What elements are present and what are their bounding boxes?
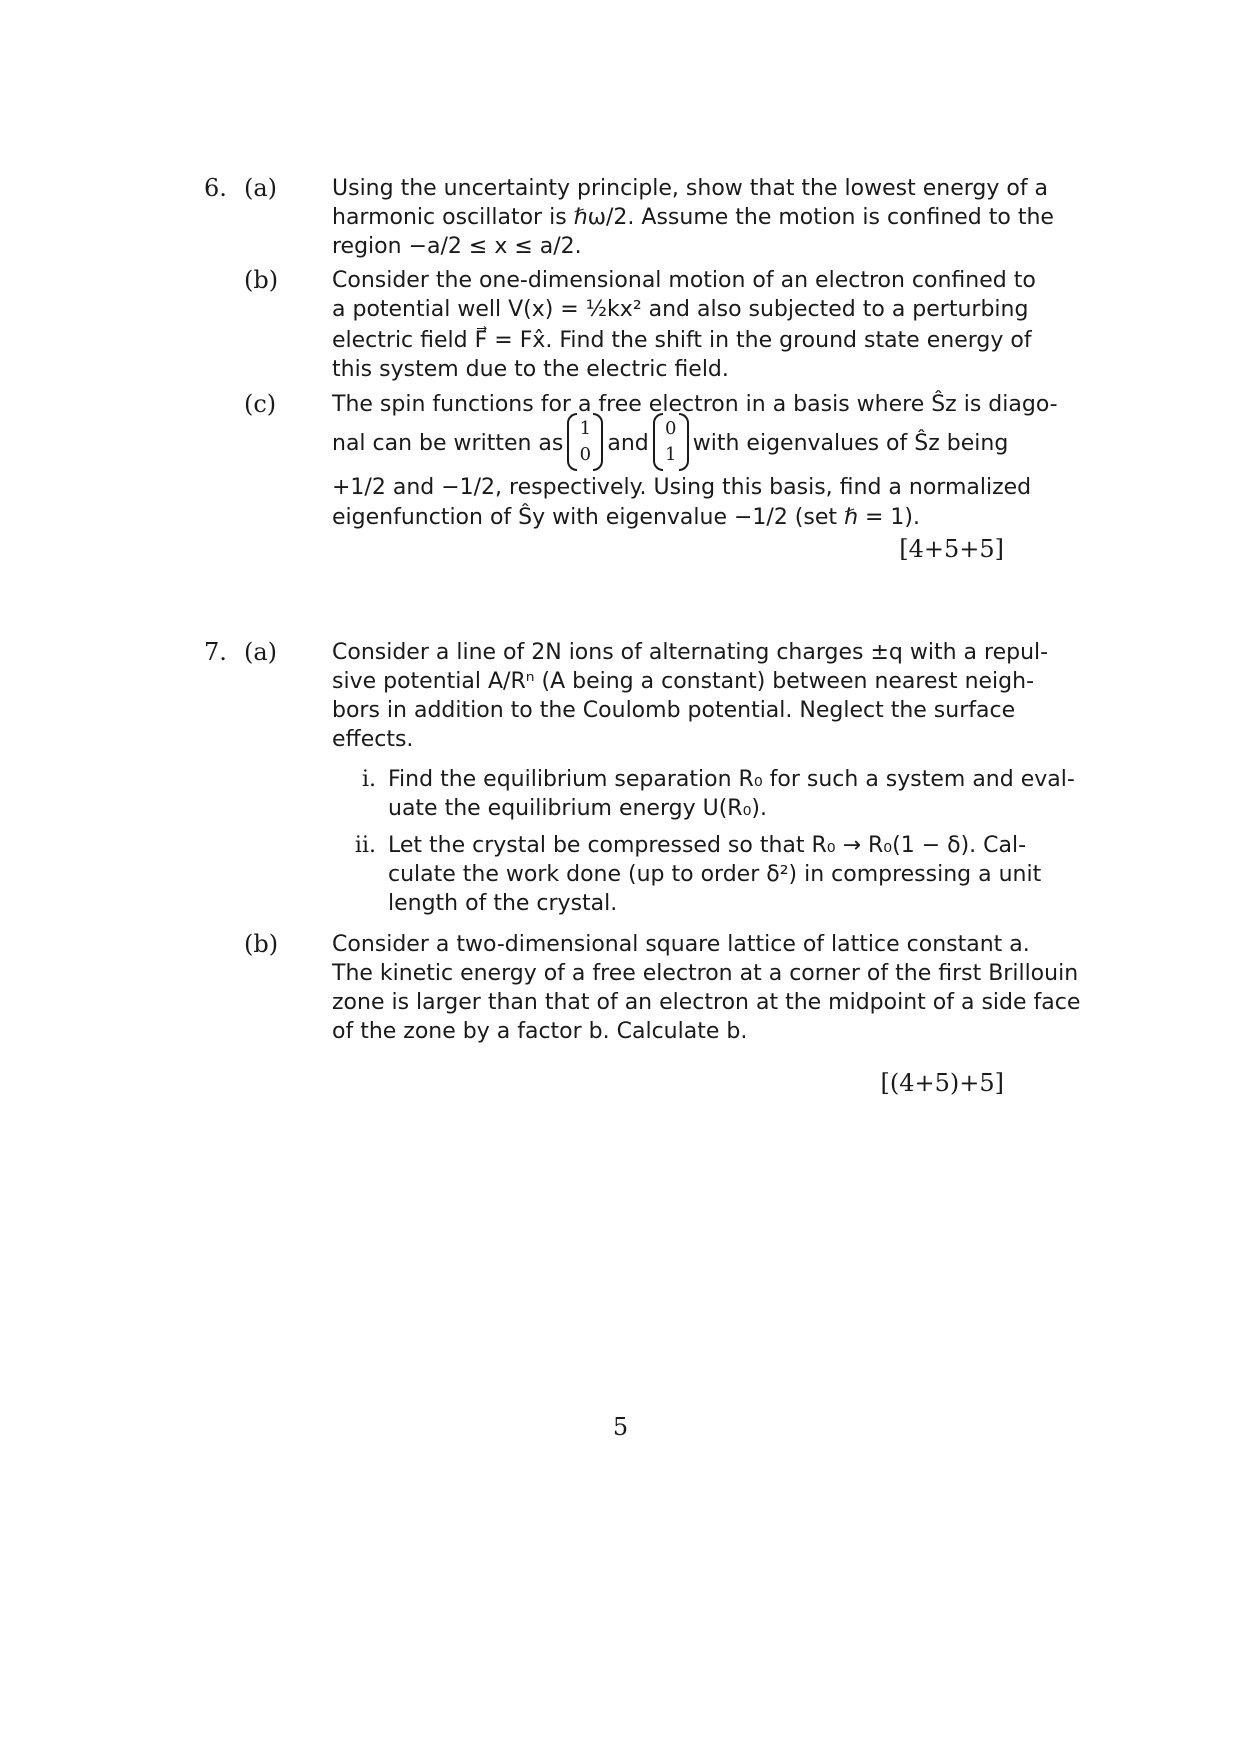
question-7a-i [332,764,1075,824]
part-label: (a) [244,638,278,666]
text-line-with-vectors [332,413,1008,473]
text-line: uate the equilibrium energy U(R₀). [388,796,767,821]
text-line: bors in addition to the Coulomb potential. Neglect the surface [332,698,1016,723]
text-line: +1/2 and −1/2, respectively. Using this basis, find a normalized [332,475,1032,500]
text-line: zone is larger than that of an electron at the midpoint of a side face [332,990,1081,1015]
text-fragment: with eigenvalues of Ŝz being [692,430,1009,456]
subpart-label: i. [361,767,376,792]
text-line: a potential well V(x) = ½kx² and also subjected to a perturbing [332,297,1029,322]
text-line: region −a/2 ≤ x ≤ a/2. [332,234,582,259]
text-line: harmonic oscillator is ℏω/2. Assume the motion is confined to the [332,205,1054,230]
text-line: culate the work done (up to order δ²) in compressing a unit [388,862,1042,887]
text-line: Using the uncertainty principle, show that the lowest energy of a [332,176,1049,201]
page-number: 5 [612,1413,629,1441]
spin-up-vector: 1 0 [567,413,603,473]
text-fragment: nal can be written as [332,430,564,456]
text-line: The spin functions for a free electron in a basis where Ŝz is diago- [332,392,1058,417]
marks-q6: [4+5+5] [899,535,1004,563]
spin-down-vector: 0 1 [653,413,689,473]
text-line: Consider the one-dimensional motion of an electron confined to [332,268,1036,293]
part-label: (b) [244,930,279,958]
question-6 [204,173,1058,573]
subpart-label: ii. [354,833,376,858]
question-7a [244,637,1075,916]
marks-q7: [(4+5)+5] [880,1069,1004,1097]
text-line: sive potential A/Rⁿ (A being a constant) between nearest neigh- [332,669,1035,694]
question-number: 6. [204,174,227,202]
text-line: this system due to the electric field. [332,357,729,382]
text-line: length of the crystal. [388,891,618,916]
part-label: (c) [244,390,277,418]
question-6a [244,173,1054,268]
question-7b [244,929,1081,1054]
question-6b [244,265,1036,390]
text-line: of the zone by a factor b. Calculate b. [332,1019,748,1044]
part-label: (b) [244,266,279,294]
text-line: eigenfunction of Ŝy with eigenvalue −1/2 (set ℏ = 1). [332,505,920,530]
question-number: 7. [204,638,227,666]
text-line: The kinetic energy of a free electron at a corner of the first Brillouin [332,961,1079,986]
text-line: Consider a line of 2N ions of alternating charges ±q with a repul- [332,640,1049,665]
text-fragment: and [607,430,649,456]
question-6c [244,389,1058,530]
text-line: Find the equilibrium separation R₀ for such a system and eval- [388,767,1075,792]
question-7 [204,637,1081,1097]
question-7a-ii [332,830,1044,920]
text-line: Let the crystal be compressed so that R₀ → R₀(1 − δ). Cal- [388,833,1027,858]
text-line: effects. [332,727,414,752]
part-label: (a) [244,174,278,202]
text-line: electric field F⃗ = Fx̂. Find the shift in the ground state energy of [332,328,1032,353]
text-line: Consider a two-dimensional square lattice of lattice constant a. [332,932,1030,957]
